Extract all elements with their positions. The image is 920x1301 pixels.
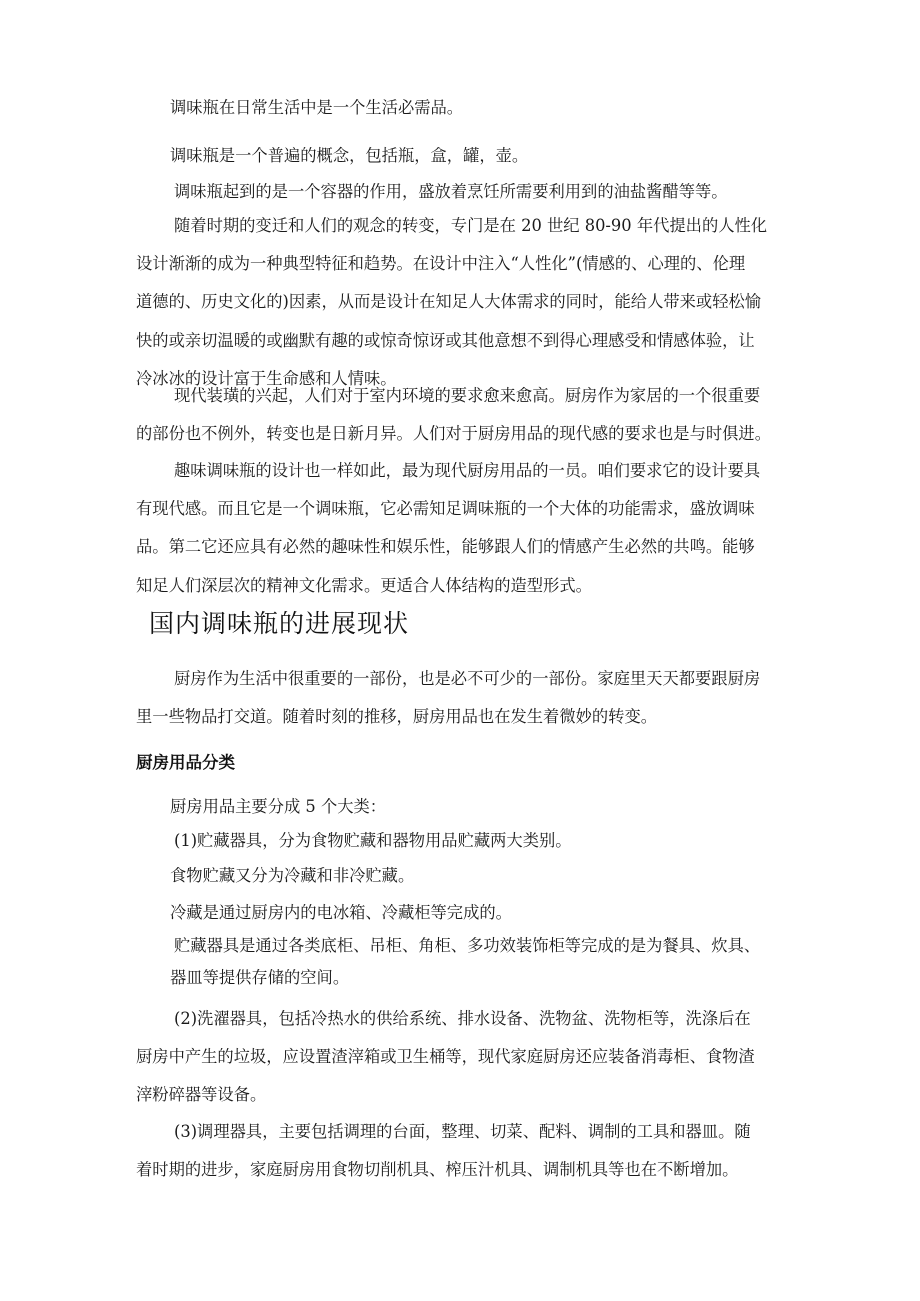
text-line: 品。第二它还应具有必然的趣味性和娱乐性，能够跟人们的情感产生必然的共鸣。能够 xyxy=(136,537,755,557)
category-1-cold: 冷藏是通过厨房内的电冰箱、冷藏柜等完成的。 xyxy=(170,903,512,922)
text-line: (2)洗濯器具，包括冷热水的供给系统、排水设备、洗物盆、洗物柜等，洗涤后在 xyxy=(174,1009,751,1028)
paragraph-humanized-design xyxy=(136,207,796,398)
intro-line-3: 调味瓶起到的是一个容器的作用，盛放着烹饪所需要利用到的油盐酱醋等等。 xyxy=(174,182,728,201)
intro-line-1: 调味瓶在日常生活中是一个生活必需品。 xyxy=(170,98,464,117)
subsection-heading-category: 厨房用品分类 xyxy=(136,753,235,772)
text-line: 随着时期的变迁和人们的观念的转变，专门是在 20 世纪 80-90 年代提出的人性化 xyxy=(174,216,768,235)
text-line: 知足人们深层次的精神文化需求。更适合人体结构的造型形式。 xyxy=(136,575,592,595)
text-line: 快的或亲切温暖的或幽默有趣的或惊奇惊讶或其他意想不到得心理感受和情感体验，让 xyxy=(136,330,755,350)
text-line: 道德的、历史文化的)因素，从而是设计在知足人大体需求的同时，能给人带来或轻松愉 xyxy=(136,292,762,312)
paragraph-kitchen xyxy=(136,660,796,736)
category-1-food: 食物贮藏又分为冷藏和非冷贮藏。 xyxy=(170,866,415,885)
paragraph-decoration xyxy=(136,377,796,453)
text-line: 厨房中产生的垃圾，应设置渣滓箱或卫生桶等，现代家庭厨房还应装备消毒柜、食物渣 xyxy=(136,1047,755,1067)
category-1-storage xyxy=(170,930,834,994)
category-1: (1)贮藏器具，分为食物贮藏和器物用品贮藏两大类别。 xyxy=(174,831,572,850)
section-heading-status: 国内调味瓶的进展现状 xyxy=(149,609,410,638)
text-line: 里一些物品打交道。随着时刻的推移，厨房用品也在发生着微妙的转变。 xyxy=(136,707,658,727)
text-line: 贮藏器具是通过各类底柜、吊柜、角柜、多功效装饰柜等完成的是为餐具、炊具、 xyxy=(174,936,761,955)
text-line: 滓粉碎器等设备。 xyxy=(136,1085,267,1105)
text-line: 设计渐渐的成为一种典型特征和趋势。在设计中注入“人性化”(情感的、心理的、伦理 xyxy=(136,254,746,274)
text-line: 厨房作为生活中很重要的一部份，也是必不可少的一部份。家庭里天天都要跟厨房 xyxy=(174,669,761,688)
text-line: 冷冰冰的设计富于生命感和人情味。 xyxy=(136,368,397,388)
text-line: 的部份也不例外，转变也是日新月异。人们对于厨房用品的现代感的要求也是与时俱进。 xyxy=(136,424,771,444)
text-line: 有现代感。而且它是一个调味瓶，它必需知足调味瓶的一个大体的功能需求，盛放调味 xyxy=(136,499,755,519)
text-line: (3)调理器具，主要包括调理的台面，整理、切菜、配料、调制的工具和器皿。随 xyxy=(174,1122,751,1141)
category-3 xyxy=(136,1113,796,1189)
category-intro: 厨房用品主要分成 5 个大类： xyxy=(170,797,387,816)
text-line: 现代装璜的兴起，人们对于室内环境的要求愈来愈高。厨房作为家居的一个很重要 xyxy=(174,386,761,405)
intro-line-2: 调味瓶是一个普遍的概念，包括瓶，盒，罐，壶。 xyxy=(170,146,529,165)
text-line: 着时期的进步，家庭厨房用食物切削机具、榨压汁机具、调制机具等也在不断增加。 xyxy=(136,1160,739,1180)
category-2 xyxy=(136,1000,796,1115)
text-line: 器皿等提供存储的空间。 xyxy=(170,968,350,987)
text-line: 趣味调味瓶的设计也一样如此，最为现代厨房用品的一员。咱们要求它的设计要具 xyxy=(174,461,761,480)
paragraph-fun-bottle xyxy=(136,452,796,605)
